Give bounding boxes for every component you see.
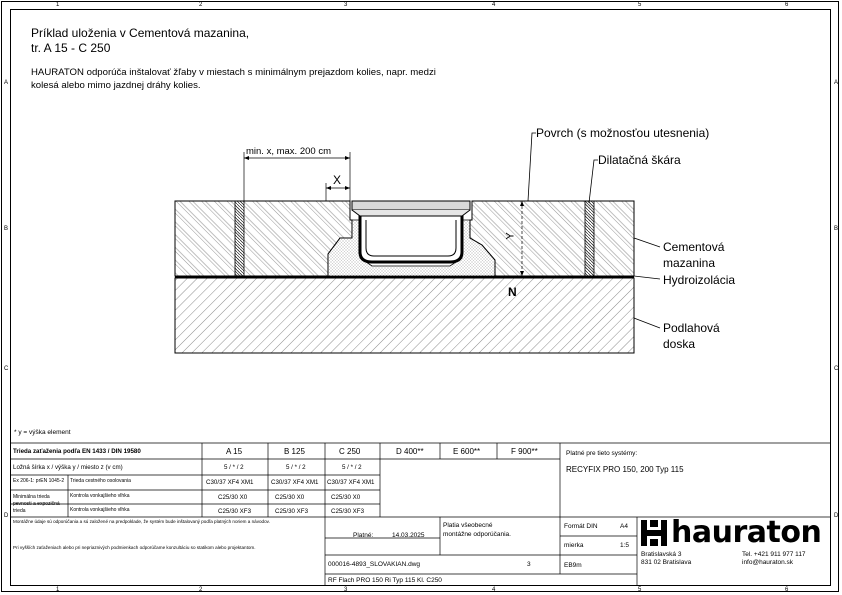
exposure-value: C30/37 XF4 XM1: [271, 479, 319, 486]
exposure-row-label: Kontrola vonkajšieho vlhka: [70, 507, 130, 513]
assembly-note-line1: Platia všeobecné: [443, 522, 493, 529]
zone-number: 2: [199, 2, 203, 8]
callout-expansion-joint: Dilatačná škára: [598, 153, 681, 167]
load-class-e600: E 600**: [453, 447, 481, 456]
valid-for-value: RECYFIX PRO 150, 200 Typ 115: [566, 465, 684, 474]
x-dimension-label: X: [333, 173, 342, 187]
exposure-row-label: Kontrola vonkajšieho vlhka: [70, 493, 130, 499]
disclaimer-2: Pri vyšších zaťaženiach alebo pri nepriaznivých podmienkach odporúčame konzultáciu so statikom alebo projektantom.: [13, 545, 256, 550]
format-value: A4: [620, 523, 628, 530]
zone-number: 4: [492, 587, 496, 593]
exposure-group-label: Ex 206-1: prEN 1045-2: [13, 478, 65, 484]
drawing-title-line1: Príklad uloženia v Cementová mazanina,: [31, 26, 250, 40]
ratio-value: 5 / * / 2: [224, 464, 244, 471]
zone-letter: A: [4, 80, 9, 86]
page-code: EB9m: [564, 562, 582, 569]
exposure-value: C25/30 X0: [331, 494, 361, 501]
load-class-a15: A 15: [226, 447, 243, 456]
zone-number: 1: [56, 587, 60, 593]
min-max-dimension-label: min. x, max. 200 cm: [246, 146, 331, 157]
exposure-value: C25/30 XF3: [331, 508, 365, 515]
callout-hydroisolation: Hydroizolácia: [663, 273, 736, 287]
zone-letter: B: [4, 226, 9, 232]
load-class-b125: B 125: [284, 447, 305, 456]
company-email: info@hauraton.sk: [742, 559, 794, 566]
format-label: Formát DIN: [564, 523, 598, 530]
zone-letter: C: [4, 366, 9, 372]
zone-letter: D: [834, 513, 839, 519]
disclaimer-1: Montážne údaje sú odporúčania a sú založené na predpoklade, že systém bude inštalovaný podľa platných noriem a návodov.: [13, 519, 270, 524]
expansion-joint-right: [585, 201, 594, 276]
zone-letter: C: [834, 366, 839, 372]
load-class-c250: C 250: [339, 447, 361, 456]
callout-base-slab-line2: doska: [663, 337, 696, 351]
zone-number: 3: [344, 587, 348, 593]
zone-number: 5: [638, 2, 642, 8]
exposure-value: C25/30 X0: [218, 494, 248, 501]
product-line: RF Flach PRO 150 Ri Typ 115 Kl. C250: [328, 577, 442, 584]
load-class-header: Trieda zaťaženia podľa EN 1433 / DIN 19580: [13, 448, 141, 455]
y-dimension-label: Y: [504, 232, 517, 240]
company-address-line1: Bratislavská 3: [641, 551, 682, 558]
recommendation-note-line1: HAURATON odporúča inštalovať žľaby v miestach s minimálnym prejazdom kolies, napr. medzi: [31, 67, 436, 78]
company-phone: Tel. +421 911 977 117: [742, 551, 806, 558]
valid-for-label: Platné pre tieto systémy:: [566, 450, 638, 457]
valid-date-label: Platné:: [353, 532, 374, 539]
recommendation-note-line2: kolesá alebo mimo jazdnej dráhy kolies.: [31, 80, 201, 91]
callout-cement-screed-line1: Cementová: [663, 240, 725, 254]
valid-date-value: 14.03.2025: [392, 532, 425, 539]
zone-number: 1: [56, 2, 60, 8]
callout-cement-screed-line2: mazanina: [663, 256, 716, 270]
zone-letter: D: [4, 513, 9, 519]
callout-surface: Povrch (s možnosťou utesnenia): [536, 126, 710, 140]
load-class-f900: F 900**: [511, 447, 538, 456]
exposure-row-label: Trieda cestného osolovania: [70, 478, 131, 484]
footnote-y: * y = výška element: [14, 429, 71, 436]
exposure-value: C30/37 XF4 XM1: [327, 479, 375, 486]
exposure-value: C30/37 XF4 XM1: [206, 479, 254, 486]
zone-number: 6: [785, 587, 789, 593]
ratio-value: 5 / * / 2: [342, 464, 362, 471]
drainage-channel-body: [360, 215, 462, 262]
n-label: N: [508, 285, 517, 299]
file-name: 000016-4893_SLOVAKIAN.dwg: [328, 561, 421, 568]
ratio-value: 5 / * / 2: [286, 464, 306, 471]
exposure-value: C25/30 X0: [275, 494, 305, 501]
drawing-title-line2: tr. A 15 - C 250: [31, 41, 111, 55]
zone-number: 6: [785, 2, 789, 8]
load-class-d400: D 400**: [396, 447, 424, 456]
scale-value: 1:5: [620, 542, 630, 549]
zone-number: 5: [638, 587, 642, 593]
expansion-joint-left: [235, 201, 244, 276]
zone-number: 3: [344, 2, 348, 8]
company-logo-wordmark: hauraton: [671, 515, 822, 550]
scale-label: mierka: [564, 542, 584, 549]
zone-number: 2: [199, 587, 203, 593]
exposure-group-sub: Minimálna trieda pevnosti a expozičná trieda: [13, 494, 60, 514]
screed-left: [175, 201, 352, 276]
hauraton-logo-icon: [641, 520, 667, 546]
zone-number: 4: [492, 2, 496, 8]
ratio-label: Ložná šírka x / výška y / miesto z (v cm): [13, 464, 123, 471]
company-address-line2: 831 02 Bratislava: [641, 559, 692, 566]
channel-grating: [352, 201, 470, 210]
zone-letter: A: [834, 80, 839, 86]
zone-letter: B: [834, 226, 839, 232]
assembly-note-line2: montážne odporúčania.: [443, 531, 511, 538]
exposure-value: C25/30 XF3: [275, 508, 309, 515]
base-slab: [175, 278, 634, 353]
sheet-number: 3: [527, 561, 531, 568]
callout-base-slab-line1: Podlahová: [663, 321, 720, 335]
channel-concrete-bed: [328, 220, 495, 276]
exposure-value: C25/30 XF3: [218, 508, 252, 515]
